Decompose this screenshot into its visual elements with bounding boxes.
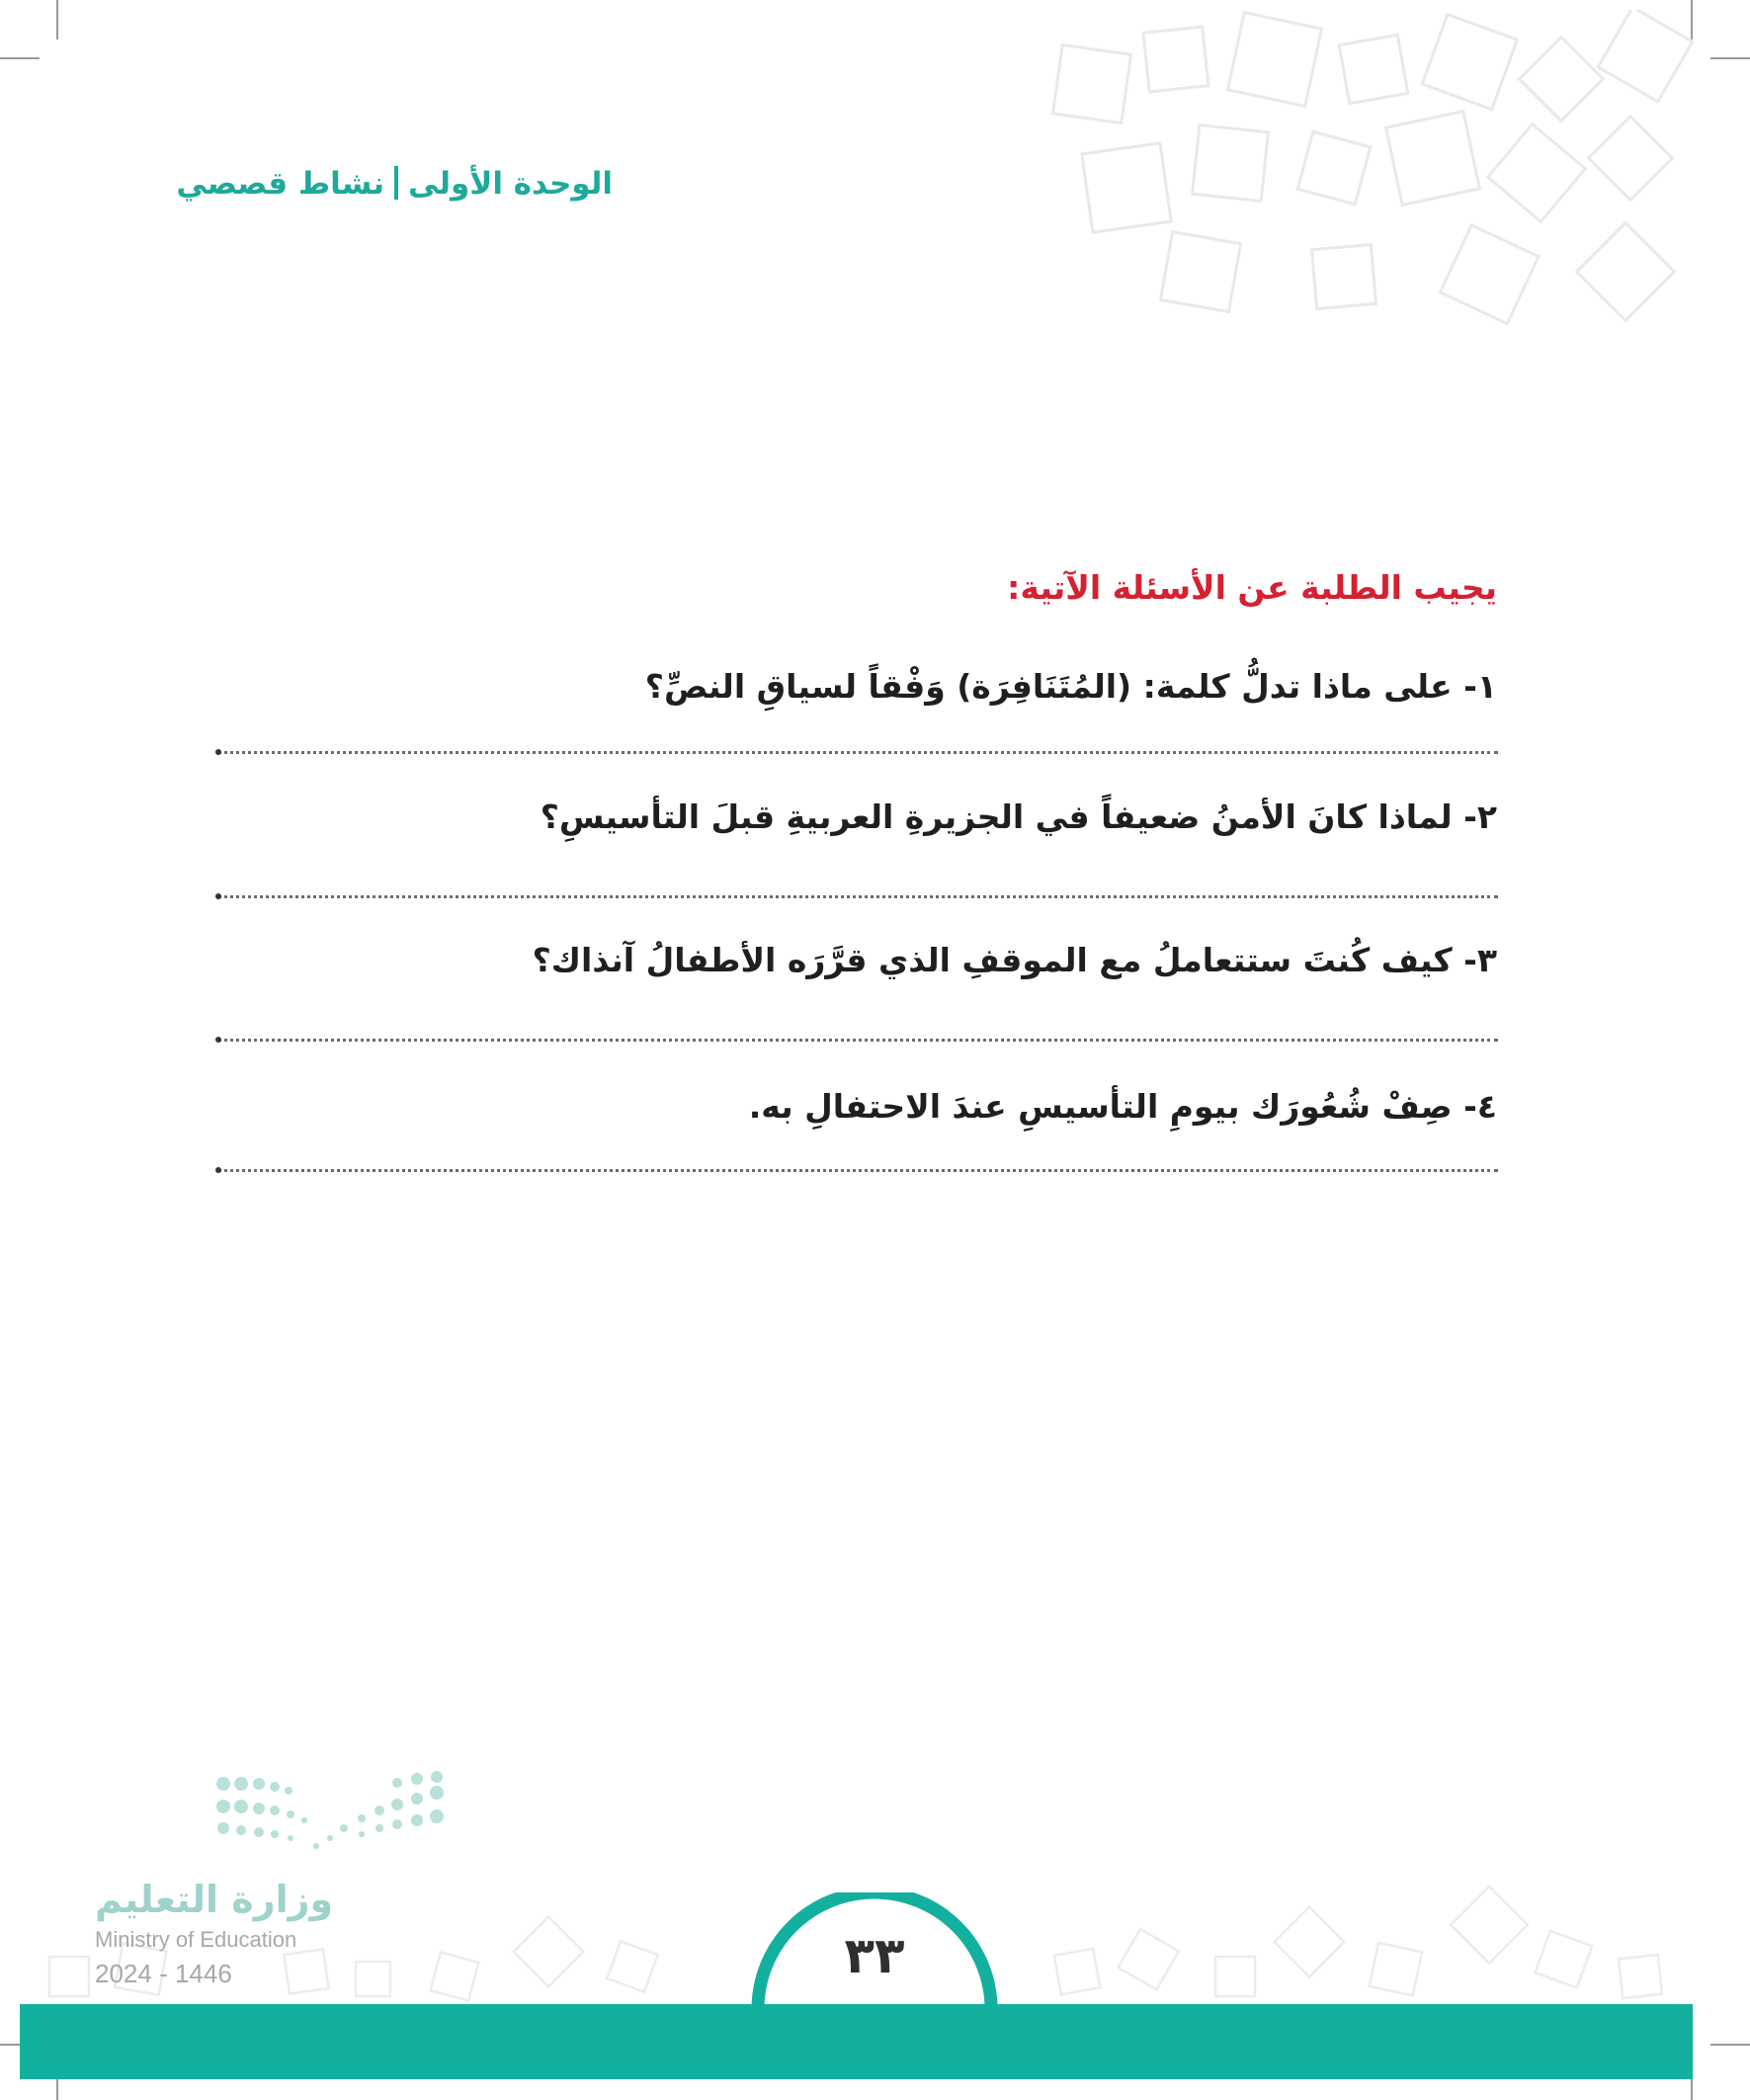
ministry-logo	[95, 1769, 470, 2006]
question-4: ٤- صِفْ شُعُورَك بيومِ التأسيسِ عندَ الاحتفالِ به.	[748, 1087, 1497, 1126]
ministry-year: 2024 - 1446	[95, 1959, 232, 1988]
answer-line-1[interactable]	[217, 751, 1498, 754]
crop-mark	[0, 57, 40, 59]
answer-line-4[interactable]	[217, 1169, 1498, 1172]
footer-band	[20, 2004, 1693, 2079]
ministry-name-ar: وزارة التعليم	[95, 1878, 334, 1921]
questions-instruction: يجيب الطلبة عن الأسئلة الآتية:	[1007, 568, 1497, 607]
question-1: ١- على ماذا تدلُّ كلمة: (المُتَنَافِرَة) وَفْقاً لسياقِ النصِّ؟	[644, 667, 1497, 706]
line-bullet	[215, 749, 221, 755]
ministry-logo-dots-icon	[213, 1769, 460, 1858]
page-number: ٣٣	[844, 1927, 905, 1984]
decorative-pattern-top	[1018, 10, 1729, 336]
answer-line-2[interactable]	[217, 895, 1498, 898]
header-separator	[394, 166, 398, 200]
line-bullet	[215, 1167, 221, 1173]
answer-line-3[interactable]	[217, 1039, 1498, 1042]
question-3: ٣- كيف كُنتَ ستتعاملُ مع الموقفِ الذي قرَّرَه الأطفالُ آنذاك؟	[532, 941, 1497, 979]
line-bullet	[215, 893, 221, 899]
ministry-name-en: Ministry of Education	[95, 1927, 297, 1952]
question-2: ٢- لماذا كانَ الأمنُ ضعيفاً في الجزيرةِ العربيةِ قبلَ التأسيسِ؟	[540, 798, 1497, 836]
unit-title: الوحدة الأولى	[407, 166, 613, 202]
crop-mark	[1710, 2044, 1750, 2046]
unit-header	[176, 166, 613, 202]
line-bullet	[215, 1037, 221, 1043]
crop-mark	[56, 0, 58, 40]
activity-title: نشاط قصصي	[176, 166, 384, 202]
